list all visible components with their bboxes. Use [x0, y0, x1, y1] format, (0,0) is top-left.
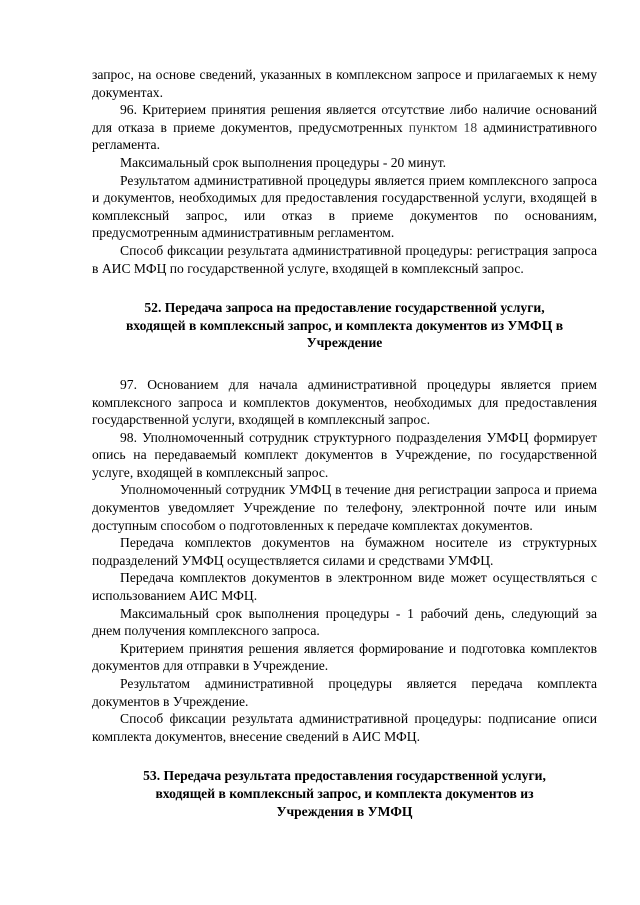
paragraph: Максимальный срок выполнения процедуры - 1 рабочий день, следующий за днем получения комплексного запроса. — [92, 605, 597, 639]
paragraph: Передача комплектов документов в электронном виде может осуществляться с использованием АИС МФЦ. — [92, 570, 597, 604]
paragraph: Критерием принятия решения является формирование и подготовка комплектов документов для отправки в Учреждение. — [92, 640, 597, 674]
paragraph: Передача комплектов документов на бумажном носителе из структурных подразделений УМФЦ осуществляется силами и средствами УМФЦ. — [92, 535, 597, 568]
paragraph-text: 96. Критерием принятия решения является отсутствие либо наличие оснований для отказа в приеме документов, предусмотренных — [92, 102, 597, 135]
paragraph: Уполномоченный сотрудник УМФЦ в течение дня регистрации запроса и приема документов уведомляет Учреждение по телефону, электронной почте или иным доступным способом о подготовленных к передаче комплектах документов. — [92, 482, 597, 533]
paragraph: Способ фиксации результата административной процедуры: регистрация запроса в АИС МФЦ по государственной услуге, входящей в комплексный запрос. — [92, 242, 597, 276]
paragraph: Результатом административной процедуры является передача комплекта документов в Учреждение. — [92, 676, 597, 709]
paragraph-96 — [92, 101, 597, 154]
clause-reference-link[interactable]: пунктом 18 — [408, 119, 478, 135]
paragraph-98: 98. Уполномоченный сотрудник структурного подразделения УМФЦ формирует опись на передаваемый комплект документов в Учреждение, по государственной услуге, входящей в комплексный запрос. — [92, 429, 597, 480]
paragraph: Способ фиксации результата административной процедуры: подписание описи комплекта документов, внесение сведений в АИС МФЦ. — [92, 711, 597, 744]
paragraph-text: административного регламента. — [92, 119, 597, 153]
paragraph-97: 97. Основанием для начала административной процедуры является прием комплексного запроса и комплектов документов, необходимых для предоставления государственной услуги, входящей в комплексный запрос. — [92, 376, 597, 428]
paragraph: Максимальный срок выполнения процедуры - 20 минут. — [120, 154, 447, 170]
section-53-heading: 53. Передача результата предоставления государственной услуги, входящей в комплексный запрос, и комплекта документов из Учреждения в УМФЦ — [143, 768, 546, 819]
section-52-heading: 52. Передача запроса на предоставление государственной услуги, входящей в комплексный запрос, и комплекта документов из УМФЦ в Учреждение — [125, 300, 564, 351]
paragraph: запрос, на основе сведений, указанных в комплексном запросе и прилагаемых к нему документах. — [92, 67, 597, 100]
document-body — [92, 66, 597, 820]
paragraph: Результатом административной процедуры является прием комплексного запроса и документов, необходимых для предоставления государственной услуги, входящей в комплексный запрос, или отказ в приеме документов по основаниям, предусмотренным административным регламентом. — [92, 172, 597, 241]
